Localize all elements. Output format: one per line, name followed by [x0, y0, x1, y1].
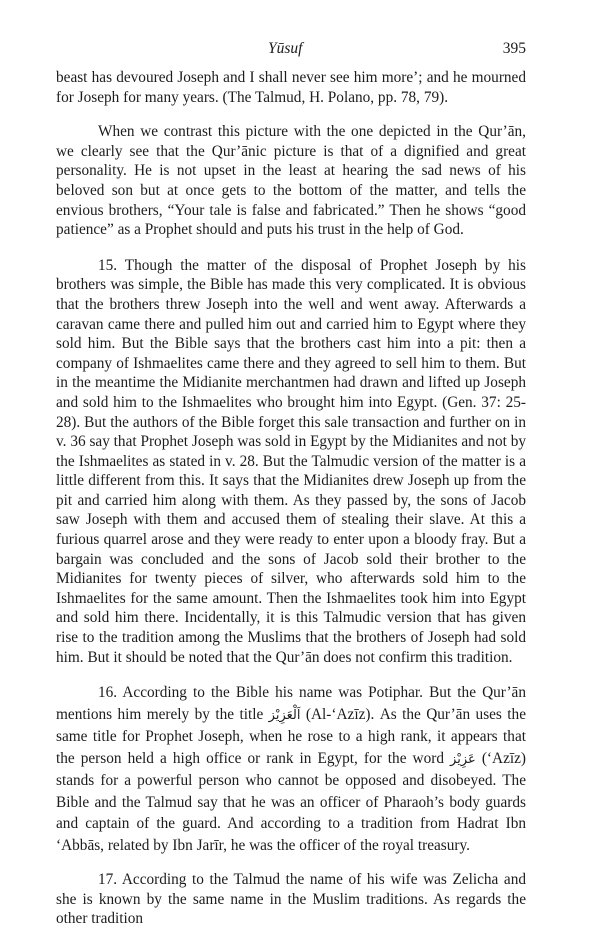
- note-16-text-1: 16. According to the Bible his name was Potiphar. But the Qur’ān mentions him merely by the title: [56, 684, 526, 723]
- note-17-paragraph: 17. According to the Talmud the name of his wife was Zelicha and she is known by the same name in the Muslim traditions. As regards the other tradition: [56, 871, 526, 928]
- running-header: [56, 40, 526, 60]
- arabic-term-aziz: عَزِيْز: [450, 751, 476, 767]
- chapter-running-title: Yūsuf: [268, 40, 303, 57]
- arabic-term-al-aziz: اَلْعَزِيْز: [268, 707, 301, 723]
- continued-paragraph: beast has devoured Joseph and I shall never see him more’; and he mourned for Joseph for many years. (The Talmud, H. Polano, pp. 78, 79).: [56, 69, 526, 106]
- note-15-paragraph: 15. Though the matter of the disposal of Prophet Joseph by his brothers was simple, the Bible has made this very complicated. It is obvious that the brothers threw Joseph into the well and went away. Afterwards a caravan came there and pulled him out and carried him to Egypt where they sold him. But the Bible says that the brothers cast him into a pit: then a company of Ishmaelites came there and they agreed to sell him to them. But in the meantime the Midianite merchantmen had drawn and lifted up Joseph and sold him to the Ishmaelites who brought him into Egypt. (Gen. 37: 25-28). But the authors of the Bible forget this sale transaction and further on in v. 36 say that Prophet Joseph was sold in Egypt by the Midianites and not by the Ishmaelites as stated in v. 28. But the Talmudic version of the matter is a little different from this. It says that the Midianites drew Joseph up from the pit and carried him along with them. As they passed by, the sons of Jacob saw Joseph with them and accused them of stealing their slave. At this a furious quarrel arose and they were ready to enter upon a bloody fray. But a bargain was concluded and the sons of Jacob sold their brother to the Midianites for twenty pieces of silver, who afterwards sold him to the Ishmaelites for the same amount. Then the Ishmaelites took him into Egypt and sold him there. Incidentally, it is this Talmudic version that has given rise to the tradition among the Muslims that the brothers of Joseph had sold him. But it should be noted that the Qur’ān does not confirm this tradition.: [56, 256, 526, 666]
- note-16-paragraph: [56, 682, 526, 856]
- note-16-text-3: (‘Azīz) stands for a powerful person who cannot be opposed and disobeyed. The Bible and the Talmud say that he was an officer of Pharaoh’s body guards and captain of the guard. And according to a tradition from Hadrat Ibn ‘Abbās, related by Ibn Jarīr, he was the officer of the royal treasury.: [56, 749, 526, 854]
- note-16-text-2: (Al-‘Azīz). As the Qur’ān uses the same title for Prophet Joseph, when he rose to a high rank, it appears that the person held a high office or rank in Egypt, for the word: [56, 705, 526, 767]
- body-text: [56, 68, 526, 941]
- page-number: 395: [502, 40, 526, 57]
- contrast-paragraph: When we contrast this picture with the one depicted in the Qur’ān, we clearly see that the Qur’ānic picture is that of a dignified and great personality. He is not upset in the least at hearing the sad news of his beloved son but at once gets to the bottom of the matter, and tells the envious brothers, “Your tale is false and fabricated.” Then he shows “good patience” as a Prophet should and puts his trust in the help of God.: [56, 123, 526, 239]
